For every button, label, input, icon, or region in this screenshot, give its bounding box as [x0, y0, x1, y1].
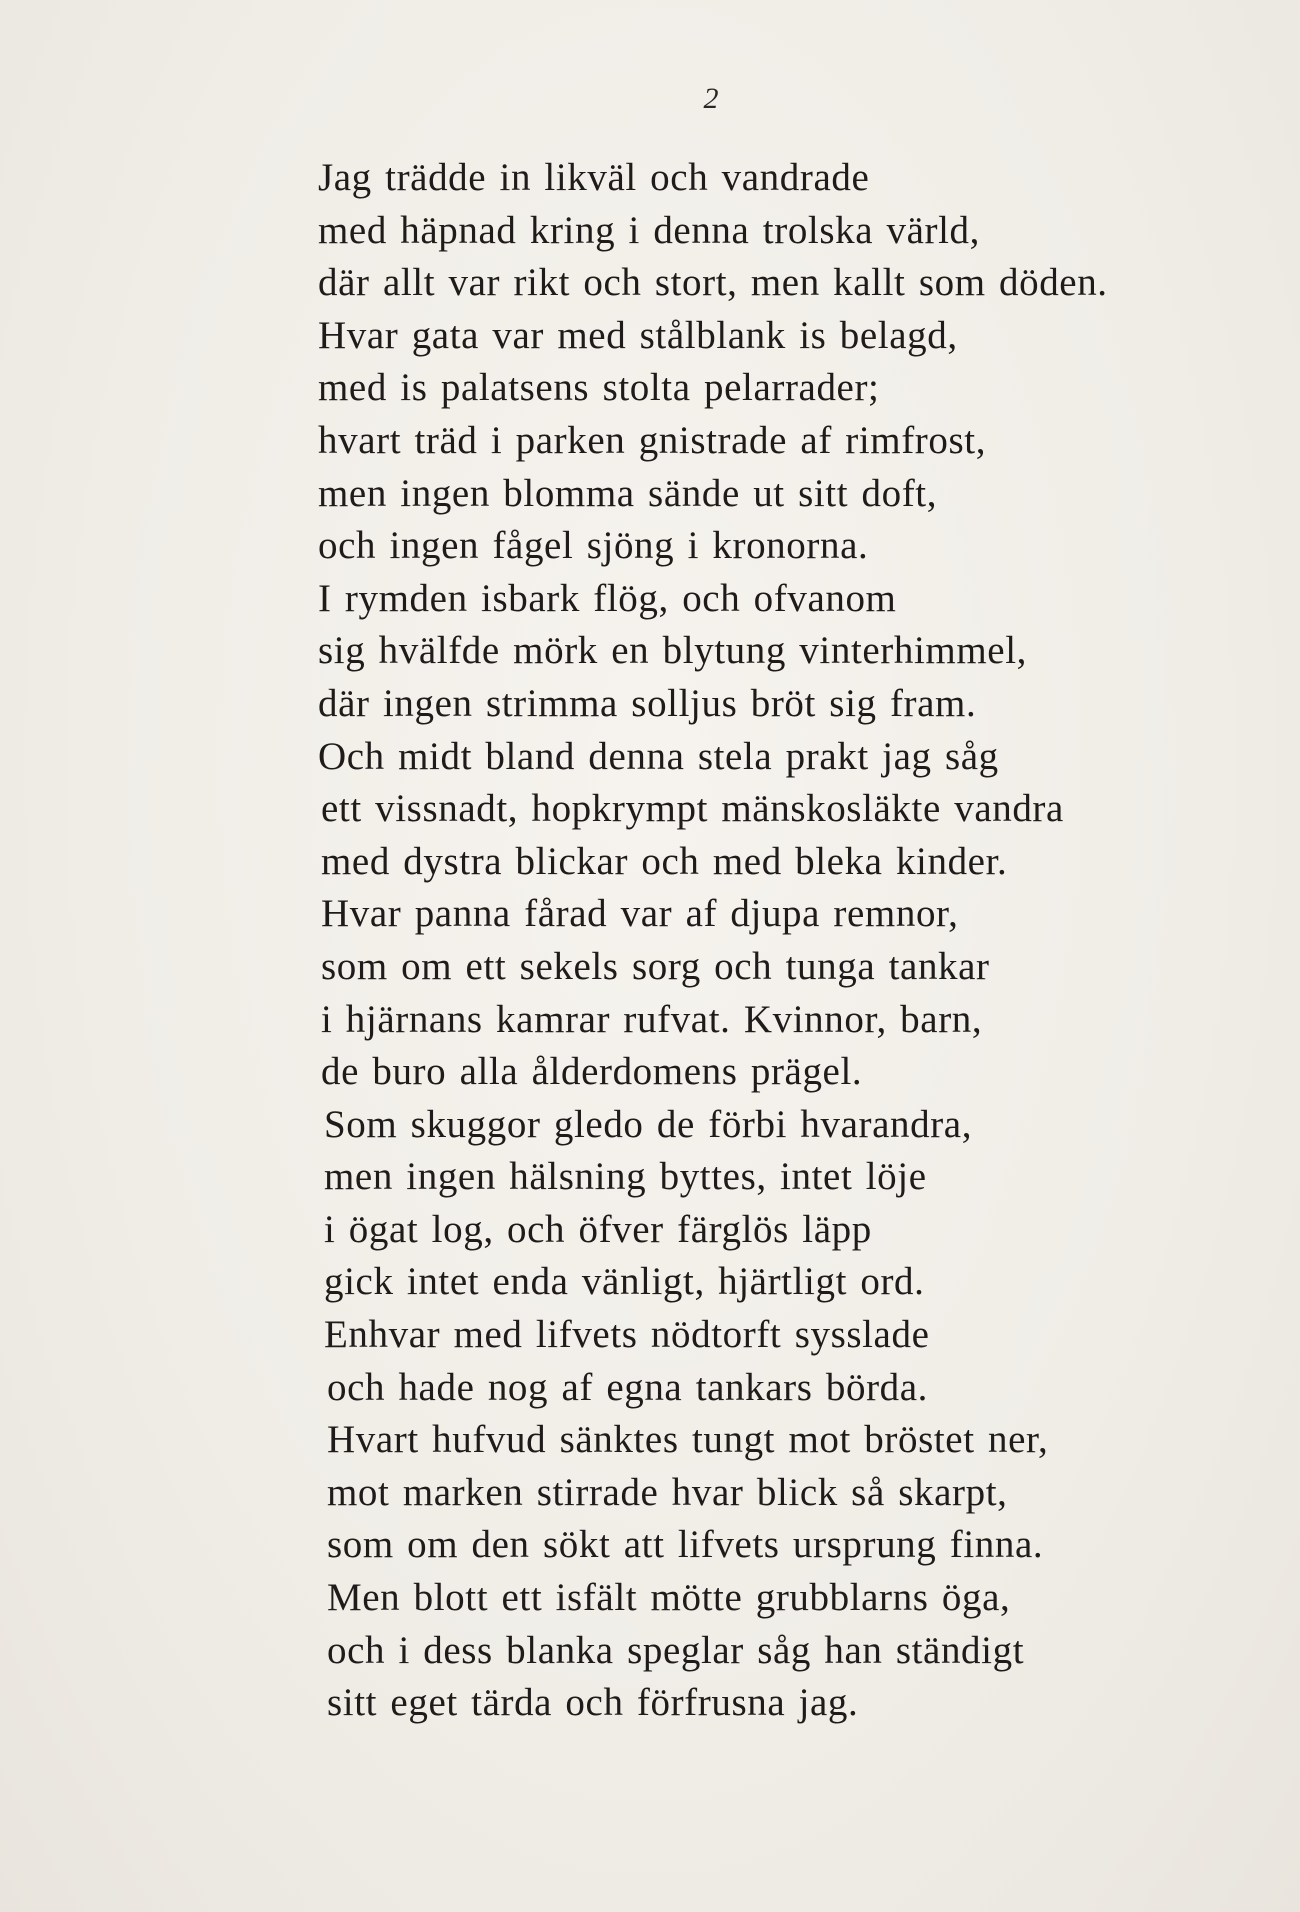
poem-line: Jag trädde in likväl och vandrade: [318, 156, 870, 199]
poem-line: sig hvälfde mörk en blytung vinterhimmel,: [318, 629, 1027, 673]
poem-line: i ögat log, och öfver färglös läpp: [324, 1207, 872, 1251]
poem-line: som om ett sekels sorg och tunga tankar: [321, 944, 990, 988]
poem-line: med häpnad kring i denna trolska värld,: [318, 208, 980, 252]
poem-line: hvart träd i parken gnistrade af rimfrost,: [318, 418, 987, 462]
poem-line: med dystra blickar och med bleka kinder.: [321, 839, 1008, 883]
poem-line: och i dess blanka speglar såg han ständigt: [327, 1628, 1025, 1672]
poem-line: de buro alla ålderdomens prägel.: [321, 1050, 863, 1094]
poem-line: men ingen hälsning byttes, intet löje: [324, 1155, 927, 1199]
poem-line: Som skuggor gledo de förbi hvarandra,: [324, 1102, 973, 1146]
poem-line: gick intet enda vänligt, hjärtligt ord.: [324, 1260, 925, 1304]
poem-line: Hvart hufvud sänktes tungt mot bröstet ner,: [327, 1418, 1049, 1462]
poem-line: som om den sökt att lifvets ursprung finna.: [327, 1523, 1044, 1567]
poem-text: [318, 152, 1278, 1730]
poem-line: men ingen blomma sände ut sitt doft,: [318, 471, 938, 515]
poem-line: sitt eget tärda och förfrusna jag.: [327, 1681, 859, 1725]
poem-line: ett vissnadt, hopkrympt mänskosläkte vandra: [321, 787, 1064, 831]
poem-line: I rymden isbark flög, och ofvanom: [318, 576, 897, 620]
poem-line: Och midt bland denna stela prakt jag såg: [318, 734, 999, 778]
page-number: [0, 82, 1300, 116]
poem-line: Enhvar med lifvets nödtorft sysslade: [324, 1313, 930, 1357]
poem-line: Hvar panna fårad var af djupa remnor,: [321, 892, 959, 936]
poem-line: med is palatsens stolta pelarrader;: [318, 366, 880, 410]
poem-line: Men blott ett isfält mötte grubblarns öga,: [327, 1576, 1011, 1620]
page-number-text: 2: [703, 82, 719, 115]
poem-line: och hade nog af egna tankars börda.: [327, 1365, 929, 1409]
poem-line: där ingen strimma solljus bröt sig fram.: [318, 681, 977, 725]
poem-line: Hvar gata var med stålblank is belagd,: [318, 313, 958, 357]
poem-line: och ingen fågel sjöng i kronorna.: [318, 524, 869, 568]
poem-line: mot marken stirrade hvar blick så skarpt,: [327, 1470, 1008, 1514]
poem-line: i hjärnans kamrar rufvat. Kvinnor, barn,: [321, 997, 983, 1041]
poem-line: där allt var rikt och stort, men kallt som döden.: [318, 261, 1108, 305]
